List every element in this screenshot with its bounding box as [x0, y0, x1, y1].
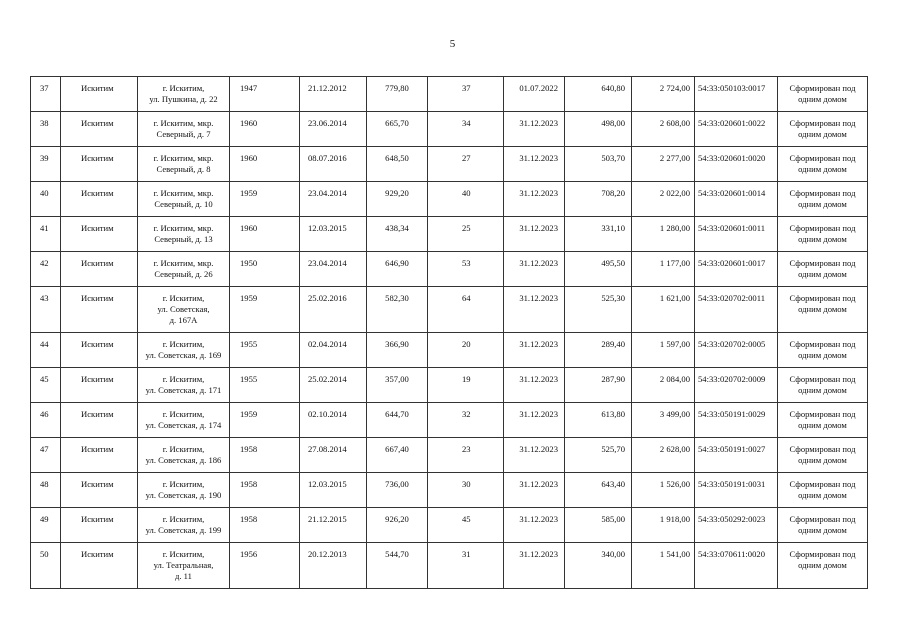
address-cell: г. Искитим, мкр. Северный, д. 8 — [138, 147, 230, 182]
row-number: 40 — [31, 182, 61, 217]
build-year-cell: 1955 — [230, 333, 300, 368]
land-area-cell: 2 277,00 — [632, 147, 695, 182]
cadastral-number-cell: 54:33:020601:0020 — [695, 147, 778, 182]
relocation-date-cell: 31.12.2023 — [504, 438, 565, 473]
row-number: 42 — [31, 252, 61, 287]
row-number: 48 — [31, 473, 61, 508]
total-area-cell: 667,40 — [367, 438, 428, 473]
plot-status-cell: Сформирован под одним домом — [778, 287, 868, 333]
row-number: 41 — [31, 217, 61, 252]
table-row — [31, 473, 868, 508]
table-row — [31, 543, 868, 589]
build-year-cell: 1960 — [230, 147, 300, 182]
total-area-cell: 544,70 — [367, 543, 428, 589]
address-cell: г. Искитим, ул. Советская, д. 186 — [138, 438, 230, 473]
plot-status-cell: Сформирован под одним домом — [778, 543, 868, 589]
land-area-cell: 2 724,00 — [632, 77, 695, 112]
plot-status-cell: Сформирован под одним домом — [778, 333, 868, 368]
living-area-cell: 585,00 — [565, 508, 632, 543]
settlement-cell: Искитим — [61, 252, 138, 287]
survey-date-cell: 23.04.2014 — [300, 252, 367, 287]
settlement-cell: Искитим — [61, 112, 138, 147]
residents-cell: 27 — [428, 147, 504, 182]
residents-cell: 32 — [428, 403, 504, 438]
plot-status-cell: Сформирован под одним домом — [778, 77, 868, 112]
living-area-cell: 340,00 — [565, 543, 632, 589]
residents-cell: 45 — [428, 508, 504, 543]
address-cell: г. Искитим, ул. Советская, д. 199 — [138, 508, 230, 543]
row-number: 45 — [31, 368, 61, 403]
build-year-cell: 1956 — [230, 543, 300, 589]
living-area-cell: 613,80 — [565, 403, 632, 438]
relocation-date-cell: 31.12.2023 — [504, 508, 565, 543]
cadastral-number-cell: 54:33:050103:0017 — [695, 77, 778, 112]
relocation-date-cell: 31.12.2023 — [504, 403, 565, 438]
land-area-cell: 1 597,00 — [632, 333, 695, 368]
residents-cell: 30 — [428, 473, 504, 508]
living-area-cell: 708,20 — [565, 182, 632, 217]
survey-date-cell: 21.12.2012 — [300, 77, 367, 112]
build-year-cell: 1959 — [230, 403, 300, 438]
build-year-cell: 1960 — [230, 112, 300, 147]
living-area-cell: 331,10 — [565, 217, 632, 252]
address-cell: г. Искитим, ул. Пушкина, д. 22 — [138, 77, 230, 112]
residents-cell: 31 — [428, 543, 504, 589]
cadastral-number-cell: 54:33:050191:0031 — [695, 473, 778, 508]
row-number: 50 — [31, 543, 61, 589]
settlement-cell: Искитим — [61, 182, 138, 217]
living-area-cell: 289,40 — [565, 333, 632, 368]
total-area-cell: 582,30 — [367, 287, 428, 333]
relocation-date-cell: 31.12.2023 — [504, 287, 565, 333]
relocation-date-cell: 31.12.2023 — [504, 543, 565, 589]
address-cell: г. Искитим, ул. Советская, д. 190 — [138, 473, 230, 508]
plot-status-cell: Сформирован под одним домом — [778, 217, 868, 252]
survey-date-cell: 02.04.2014 — [300, 333, 367, 368]
total-area-cell: 665,70 — [367, 112, 428, 147]
table-row — [31, 112, 868, 147]
row-number: 43 — [31, 287, 61, 333]
settlement-cell: Искитим — [61, 438, 138, 473]
land-area-cell: 2 084,00 — [632, 368, 695, 403]
cadastral-number-cell: 54:33:050292:0023 — [695, 508, 778, 543]
relocation-date-cell: 31.12.2023 — [504, 112, 565, 147]
plot-status-cell: Сформирован под одним домом — [778, 403, 868, 438]
total-area-cell: 366,90 — [367, 333, 428, 368]
land-area-cell: 1 621,00 — [632, 287, 695, 333]
plot-status-cell: Сформирован под одним домом — [778, 182, 868, 217]
relocation-date-cell: 31.12.2023 — [504, 182, 565, 217]
relocation-date-cell: 31.12.2023 — [504, 252, 565, 287]
row-number: 47 — [31, 438, 61, 473]
living-area-cell: 640,80 — [565, 77, 632, 112]
survey-date-cell: 02.10.2014 — [300, 403, 367, 438]
total-area-cell: 779,80 — [367, 77, 428, 112]
survey-date-cell: 08.07.2016 — [300, 147, 367, 182]
settlement-cell: Искитим — [61, 403, 138, 438]
table-row — [31, 333, 868, 368]
cadastral-number-cell: 54:33:020702:0009 — [695, 368, 778, 403]
living-area-cell: 525,30 — [565, 287, 632, 333]
row-number: 44 — [31, 333, 61, 368]
residents-cell: 53 — [428, 252, 504, 287]
survey-date-cell: 25.02.2016 — [300, 287, 367, 333]
cadastral-number-cell: 54:33:050191:0029 — [695, 403, 778, 438]
cadastral-number-cell: 54:33:020702:0005 — [695, 333, 778, 368]
table-row — [31, 217, 868, 252]
cadastral-number-cell: 54:33:020601:0014 — [695, 182, 778, 217]
build-year-cell: 1950 — [230, 252, 300, 287]
living-area-cell: 643,40 — [565, 473, 632, 508]
living-area-cell: 495,50 — [565, 252, 632, 287]
table-row — [31, 182, 868, 217]
survey-date-cell: 23.04.2014 — [300, 182, 367, 217]
survey-date-cell: 23.06.2014 — [300, 112, 367, 147]
build-year-cell: 1959 — [230, 182, 300, 217]
address-cell: г. Искитим, мкр. Северный, д. 26 — [138, 252, 230, 287]
build-year-cell: 1947 — [230, 77, 300, 112]
cadastral-number-cell: 54:33:020601:0011 — [695, 217, 778, 252]
total-area-cell: 926,20 — [367, 508, 428, 543]
table-row — [31, 287, 868, 333]
row-number: 39 — [31, 147, 61, 182]
table-row — [31, 368, 868, 403]
total-area-cell: 357,00 — [367, 368, 428, 403]
total-area-cell: 438,34 — [367, 217, 428, 252]
address-cell: г. Искитим, мкр. Северный, д. 7 — [138, 112, 230, 147]
address-cell: г. Искитим, ул. Советская, д. 169 — [138, 333, 230, 368]
plot-status-cell: Сформирован под одним домом — [778, 252, 868, 287]
residents-cell: 64 — [428, 287, 504, 333]
build-year-cell: 1958 — [230, 508, 300, 543]
land-area-cell: 2 608,00 — [632, 112, 695, 147]
address-cell: г. Искитим, мкр. Северный, д. 10 — [138, 182, 230, 217]
cadastral-number-cell: 54:33:020601:0022 — [695, 112, 778, 147]
settlement-cell: Искитим — [61, 287, 138, 333]
land-area-cell: 1 918,00 — [632, 508, 695, 543]
build-year-cell: 1960 — [230, 217, 300, 252]
land-area-cell: 2 628,00 — [632, 438, 695, 473]
land-area-cell: 1 526,00 — [632, 473, 695, 508]
living-area-cell: 525,70 — [565, 438, 632, 473]
table-row — [31, 147, 868, 182]
residents-cell: 34 — [428, 112, 504, 147]
settlement-cell: Искитим — [61, 77, 138, 112]
address-cell: г. Искитим, ул. Театральная, д. 11 — [138, 543, 230, 589]
table-row — [31, 508, 868, 543]
build-year-cell: 1958 — [230, 473, 300, 508]
relocation-date-cell: 31.12.2023 — [504, 147, 565, 182]
plot-status-cell: Сформирован под одним домом — [778, 438, 868, 473]
settlement-cell: Искитим — [61, 473, 138, 508]
cadastral-number-cell: 54:33:050191:0027 — [695, 438, 778, 473]
residents-cell: 23 — [428, 438, 504, 473]
residents-cell: 25 — [428, 217, 504, 252]
total-area-cell: 736,00 — [367, 473, 428, 508]
register-body — [31, 77, 868, 589]
land-area-cell: 1 280,00 — [632, 217, 695, 252]
settlement-cell: Искитим — [61, 217, 138, 252]
relocation-date-cell: 31.12.2023 — [504, 333, 565, 368]
housing-register-table — [30, 76, 868, 589]
page-number: 5 — [449, 38, 456, 50]
settlement-cell: Искитим — [61, 508, 138, 543]
address-cell: г. Искитим, мкр. Северный, д. 13 — [138, 217, 230, 252]
survey-date-cell: 20.12.2013 — [300, 543, 367, 589]
table-row — [31, 252, 868, 287]
address-cell: г. Искитим, ул. Советская, д. 171 — [138, 368, 230, 403]
survey-date-cell: 25.02.2014 — [300, 368, 367, 403]
land-area-cell: 1 541,00 — [632, 543, 695, 589]
settlement-cell: Искитим — [61, 368, 138, 403]
plot-status-cell: Сформирован под одним домом — [778, 508, 868, 543]
residents-cell: 20 — [428, 333, 504, 368]
row-number: 46 — [31, 403, 61, 438]
plot-status-cell: Сформирован под одним домом — [778, 147, 868, 182]
residents-cell: 40 — [428, 182, 504, 217]
plot-status-cell: Сформирован под одним домом — [778, 473, 868, 508]
land-area-cell: 3 499,00 — [632, 403, 695, 438]
table-row — [31, 77, 868, 112]
total-area-cell: 929,20 — [367, 182, 428, 217]
cadastral-number-cell: 54:33:020601:0017 — [695, 252, 778, 287]
survey-date-cell: 12.03.2015 — [300, 217, 367, 252]
survey-date-cell: 12.03.2015 — [300, 473, 367, 508]
land-area-cell: 2 022,00 — [632, 182, 695, 217]
address-cell: г. Искитим, ул. Советская, д. 174 — [138, 403, 230, 438]
settlement-cell: Искитим — [61, 543, 138, 589]
plot-status-cell: Сформирован под одним домом — [778, 368, 868, 403]
residents-cell: 19 — [428, 368, 504, 403]
build-year-cell: 1959 — [230, 287, 300, 333]
relocation-date-cell: 01.07.2022 — [504, 77, 565, 112]
build-year-cell: 1955 — [230, 368, 300, 403]
survey-date-cell: 21.12.2015 — [300, 508, 367, 543]
settlement-cell: Искитим — [61, 147, 138, 182]
table-row — [31, 403, 868, 438]
row-number: 49 — [31, 508, 61, 543]
living-area-cell: 498,00 — [565, 112, 632, 147]
table-row — [31, 438, 868, 473]
address-cell: г. Искитим, ул. Советская, д. 167А — [138, 287, 230, 333]
row-number: 38 — [31, 112, 61, 147]
row-number: 37 — [31, 77, 61, 112]
relocation-date-cell: 31.12.2023 — [504, 368, 565, 403]
plot-status-cell: Сформирован под одним домом — [778, 112, 868, 147]
build-year-cell: 1958 — [230, 438, 300, 473]
total-area-cell: 648,50 — [367, 147, 428, 182]
cadastral-number-cell: 54:33:020702:0011 — [695, 287, 778, 333]
settlement-cell: Искитим — [61, 333, 138, 368]
living-area-cell: 287,90 — [565, 368, 632, 403]
residents-cell: 37 — [428, 77, 504, 112]
land-area-cell: 1 177,00 — [632, 252, 695, 287]
living-area-cell: 503,70 — [565, 147, 632, 182]
cadastral-number-cell: 54:33:070611:0020 — [695, 543, 778, 589]
total-area-cell: 646,90 — [367, 252, 428, 287]
survey-date-cell: 27.08.2014 — [300, 438, 367, 473]
relocation-date-cell: 31.12.2023 — [504, 217, 565, 252]
relocation-date-cell: 31.12.2023 — [504, 473, 565, 508]
total-area-cell: 644,70 — [367, 403, 428, 438]
